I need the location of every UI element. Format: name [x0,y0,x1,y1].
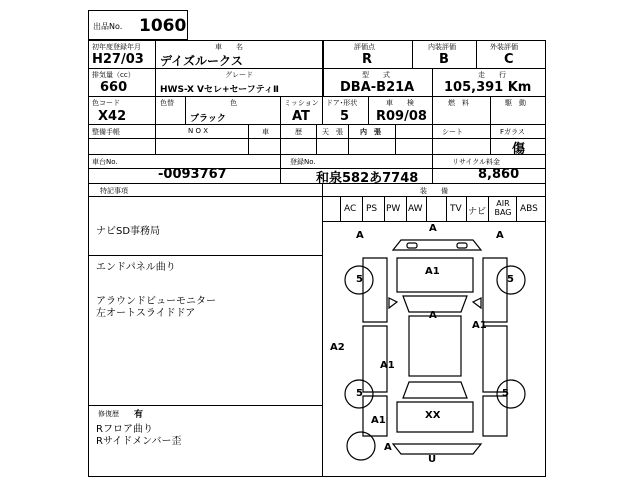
note-item: エンドパネル曲り [96,262,176,273]
chassis-label: 車台No. [92,158,118,166]
year-label: 初年度登録年月 [92,43,141,51]
repair-item: Rサイドメンバー歪 [96,436,182,447]
note-item: ナビSD事務局 [96,226,161,237]
lot-label: 出品No. [93,22,123,31]
equip-navi: ナビ [468,207,487,217]
mark-front-center: A [429,223,437,234]
equipment-row [322,197,546,221]
car-diagram [323,222,545,476]
lot-number: 1060 [139,16,187,36]
color-value: ブラック [190,114,226,124]
glass-value: 傷 [512,142,526,157]
model-label: 型 式 [362,71,390,79]
first-registration: H27/03 [92,52,144,67]
sheet-label: シート [442,128,463,136]
roof-label: 天 張 [322,128,343,136]
mark-rear-bumper-left: A [384,442,392,453]
displacement: 660 [100,80,128,95]
exterior-label: 外装評価 [490,43,518,51]
color-tone-label: 色替 [160,99,174,107]
mark-wheel-rr: 5 [502,388,509,399]
mark-wheel-rl: 5 [356,388,363,399]
inner-label: 内 張 [360,128,381,136]
equipment-header: 装 備 [420,187,448,195]
maint-label: 整備手帳 [92,128,120,136]
mileage-label: 走 行 [478,71,506,79]
equip-aw: AW [408,204,423,214]
equip-ac: AC [344,204,357,214]
color-code: X42 [98,109,127,124]
recycle-value: 8,860 [478,167,520,182]
mark-hood: A1 [425,266,440,277]
mark-front-left: A [356,230,364,241]
notes-header: 特記事項 [100,187,128,195]
note-item: アラウンドビューモニター [96,296,216,307]
score-label: 評価点 [354,43,375,51]
mission-value: AT [292,109,310,124]
mark-side-left: A2 [330,342,345,353]
model-value: DBA-B21A [340,80,415,95]
mission-label: ミッション [284,99,319,107]
repair-item: Rフロア曲り [96,424,153,435]
mark-rear-corner: A1 [371,415,386,426]
drive-label: 駆 動 [505,99,526,107]
inspection-value: R09/08 [376,109,427,124]
mileage-value: 105,391 Km [444,80,532,95]
history-label: 歴 [295,128,302,136]
repair-value: 有 [134,410,144,420]
color-code-label: 色コード [92,99,120,107]
equip-tv: TV [450,204,462,214]
chassis-value: -0093767 [158,167,227,182]
mark-roof: A [429,310,437,321]
equip-ps: PS [366,204,378,214]
mark-pillar-right: A1 [472,320,487,331]
lot-box [88,10,188,40]
note-item: 左オートスライドドア [96,308,196,319]
grade-value: HWS-X Vセレ+セーフティⅡ [160,85,279,95]
color-label: 色 [230,99,237,107]
reg-value: 和泉582あ7748 [316,171,419,186]
inspection-label: 車 検 [386,99,414,107]
glass-label: Fガラス [500,128,525,136]
interior-value: B [439,52,449,67]
recycle-label: リサイクル料金 [452,158,501,166]
grade-label: グレード [225,71,253,79]
mark-trunk: XX [425,410,441,421]
car-history-label: 車 [262,128,269,136]
mark-wheel-fl: 5 [356,274,363,285]
equip-airbag: AIR BAG [494,199,512,217]
nox-label: N O X [188,127,208,135]
cc-label: 排気量（cc） [92,71,135,79]
exterior-value: C [504,52,514,67]
equip-pw: PW [386,204,401,214]
mark-wheel-fr: 5 [507,274,514,285]
doors-label: ドア･形状 [326,99,358,107]
score-value: R [362,52,373,67]
repair-label: 修復歴 [98,410,119,418]
reg-label: 登録No. [290,158,316,166]
doors-value: 5 [340,109,350,124]
name-label: 車 名 [215,43,243,51]
car-name: デイズルークス [160,54,243,68]
fuel-label: 燃 料 [448,99,469,107]
equip-abs: ABS [520,204,538,214]
interior-label: 内装評価 [428,43,456,51]
mark-front-right: A [496,230,504,241]
mark-rear-bottom: U [428,454,437,465]
mark-rear-left: A1 [380,360,395,371]
